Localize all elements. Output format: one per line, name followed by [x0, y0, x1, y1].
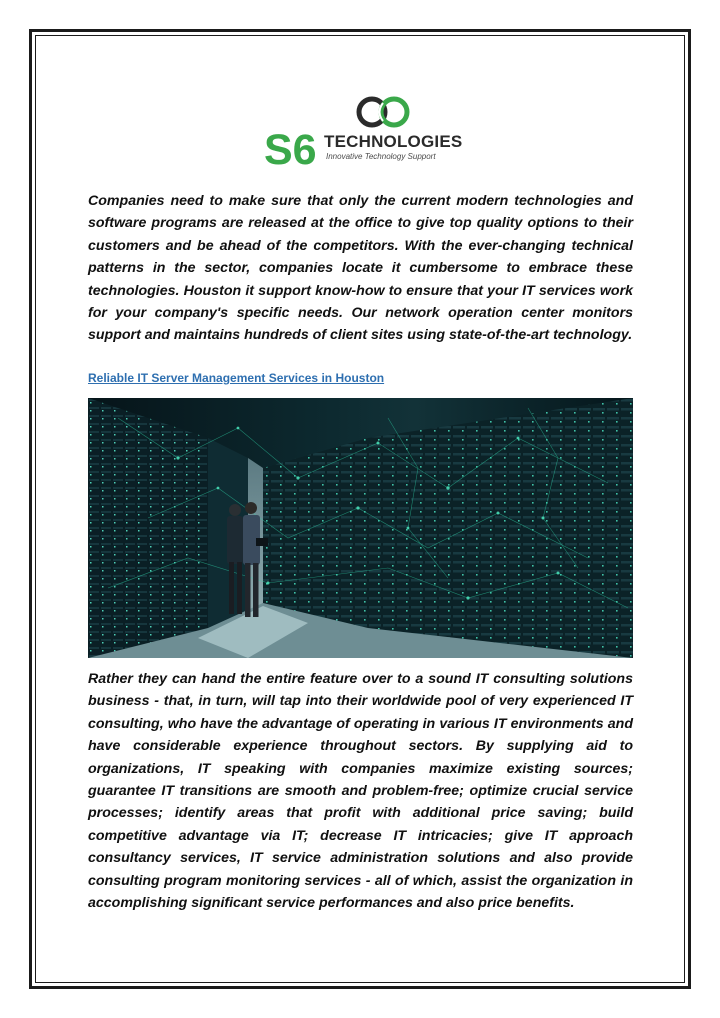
data-center-photo — [88, 398, 633, 658]
intro-paragraph: Companies need to make sure that only the current modern technologies and software programs are released at the office to give top quality options to their customers and be ahead of the competitors. With the ever-changing technical patterns in the sector, companies locate it cumbersome to embrace these technologies. Houston it support know-how to ensure that your IT services work for your company's specific needs. Our network operation center monitors support and maintains hundreds of client sites using state-of-the-art technology. — [88, 193, 633, 344]
logo-company-name: TECHNOLOGIES — [324, 132, 463, 151]
body-paragraph: Rather they can hand the entire feature over to a sound IT consulting solutions business - that, in turn, will tap into their worldwide pool of very experienced IT consulting, who have the advantage of operating in various IT environments and have considerable experience throughout sectors. By supplying aid to organizations, IT speaking with companies maximize existing sources; guarantee IT transitions are smooth and problem-free; optimize crucial service processes; identify areas that profit with additional price saving; build competitive advantage via IT; decrease IT intricacies; give IT approach consultancy services, IT service administration solutions and also provide consulting program monitoring services - all of which, assist the organization in accomplishing significant service performances and also price benefits. — [88, 671, 633, 912]
server-management-link[interactable]: Reliable IT Server Management Services in Houston — [88, 371, 385, 385]
company-logo — [262, 93, 462, 169]
logo-tagline: Innovative Technology Support — [326, 152, 436, 161]
logo-mark-s6: S6 — [264, 126, 317, 169]
